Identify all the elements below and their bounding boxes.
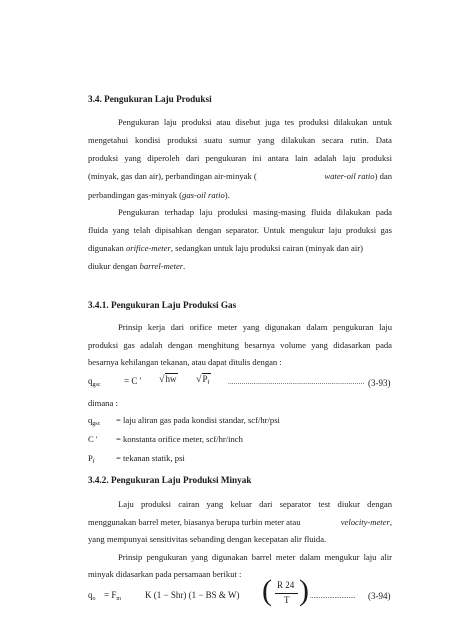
subscript-gsc: gsc [92,382,101,388]
definition-c [88,430,97,449]
symbol-p: P [202,374,208,384]
definition-text: = laju aliran gas pada kondisi standar, scf/hr/psi [116,415,280,425]
text-line [88,257,185,276]
text-line: mengetahui kondisi produksi suatu sumur yang dilakukan secara rutin. Data [88,135,392,145]
def-subscript: f [92,459,95,465]
text-line [88,167,392,186]
section-heading-3-4: 3.4. Pengukuran Laju Produksi [88,94,212,104]
text-line: produksi gas adalah dengan menghitung besarnya volume yang didasarkan pada [88,340,392,350]
text-fragment: (minyak, gas dan air), perbandingan air-minyak ( [88,171,257,181]
italic-term: barrel-meter [139,261,184,271]
text-fragment: ). [224,190,230,200]
subscript-m: m [116,596,122,602]
equation-number: (3-93) [368,378,391,388]
equation-rhs-constant: = C ' [124,376,142,386]
text-line: besarnya kehilangan tekanan, atau dapat ditulis dengan : [88,357,282,367]
text-fragment: diukur dengan [88,261,140,271]
text-line [88,186,230,205]
subscript-o: o [92,596,96,602]
symbol-q: q [88,376,93,386]
symbol-hw: hw [165,374,177,384]
text-line: Prinsip pengukuran yang digunakan barrel meter dalam mengukur laju alir [118,552,392,562]
fraction-paren [262,574,309,610]
text-fragment: digunakan [88,243,126,253]
italic-term: velocity-meter [340,517,390,527]
text-line: Laju produksi cairan yang keluar dari separator test diukur dengan [118,499,392,509]
def-symbol: C ' [88,434,98,444]
text-line: yang mempunyai sensitivitas sebanding dengan kecepatan alir fluida. [88,534,327,544]
text-line [88,239,363,258]
def-subscript: gsc [92,421,101,427]
definition-text: = konstanta orifice meter, scf/hr/inch [116,434,243,444]
text-line: produksi yang diperoleh dari pengukuran ini antara lain adalah laju produksi [88,153,392,163]
equation-factor-fm [104,590,121,602]
fraction-numerator: R 24 [277,580,295,590]
text-fragment: perbandingan gas-minyak ( [88,190,183,200]
text-line: Prinsip kerja dari orifice meter yang digunakan dalam pengukuran laju [118,322,392,332]
sqrt-icon: √ [159,374,165,385]
italic-term: gas-oil ratio [182,190,225,200]
left-paren-icon: ( [262,574,272,607]
definition-p [88,449,95,472]
text-fragment: menggunakan barrel meter, biasanya berupa turbin meter atau [88,517,301,527]
leader-dots: .......................... [310,592,356,600]
section-heading-3-4-2: 3.4.2. Pengukuran Laju Produksi Minyak [88,475,252,485]
sqrt-hw [159,374,178,385]
text-fragment: , sedangkan untuk laju produksi cairan (minyak dan air) [170,243,363,253]
subscript-f: f [207,380,210,386]
def-symbol: q [88,415,93,425]
section-heading-3-4-1: 3.4.1. Pengukuran Laju Produksi Gas [88,300,237,310]
leader-dots: ...................................................................... [228,378,365,386]
equation-number: (3-94) [368,591,391,601]
def-symbol: P [88,453,93,463]
italic-term: orifice-meter [125,243,171,253]
text-line: minyak didasarkan pada persamaan berikut : [88,569,242,579]
text-line: Pengukuran laju produksi atau disebut juga tes produksi dilakukan untuk [118,117,392,127]
equation-body: K (1 − Shr) (1 − BS & W) [145,590,240,600]
text-fragment: . [183,261,186,271]
text-fragment: , [389,517,392,527]
text-fragment: ) dan [374,171,392,181]
fraction-denominator: T [284,595,290,605]
fraction-bar [275,593,298,594]
symbol-f: = F [104,590,117,600]
text-line: Pengukuran terhadap laju produksi masing-masing fluida dilakukan pada [118,207,392,217]
equation-lhs [88,376,101,388]
italic-term: water-oil ratio [324,171,375,181]
sqrt-icon: √ [196,374,202,385]
text-line: fluida yang telah dipisahkan dengan separator. Untuk mengukur laju produksi gas [88,225,392,235]
equation-lhs [88,590,96,602]
right-paren-icon: ) [299,574,309,607]
text-line [88,513,392,532]
sqrt-pf [196,374,211,386]
dimana-label: dimana : [88,398,118,408]
symbol-q: q [88,590,93,600]
definition-text: = tekanan statik, psi [116,453,185,463]
